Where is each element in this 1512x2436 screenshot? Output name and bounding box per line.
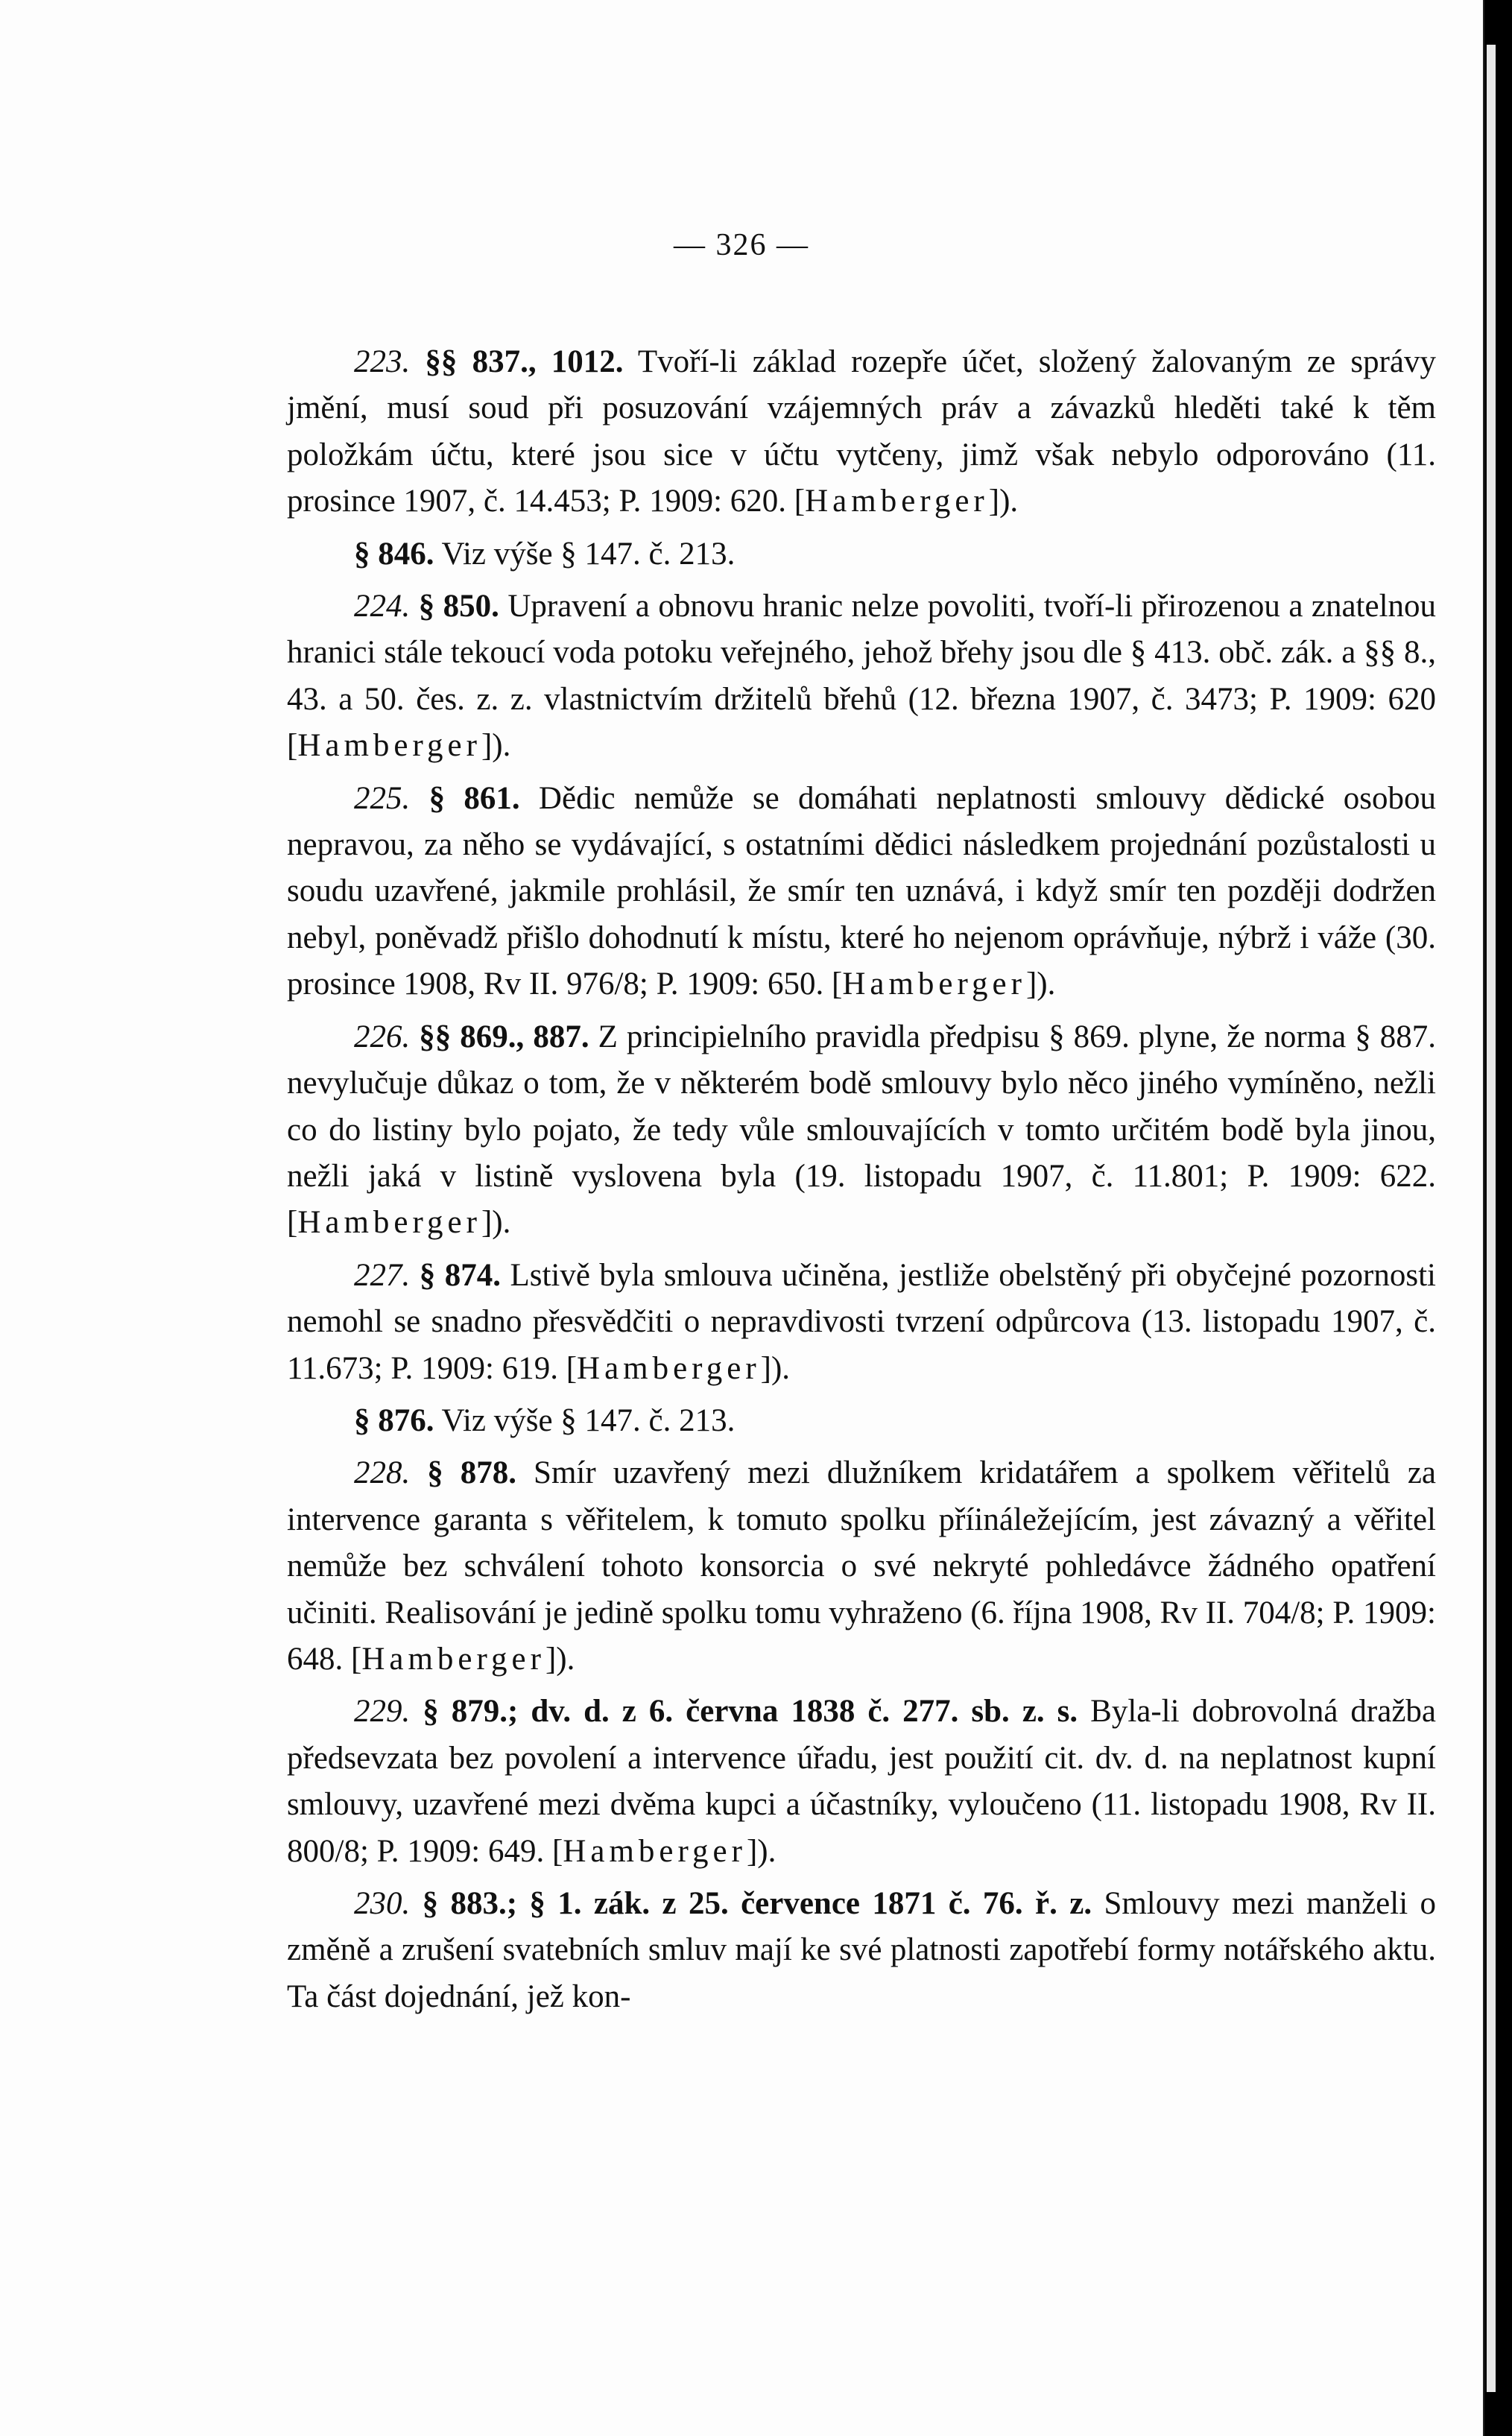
entry-reference: §§ 869., 887.	[419, 1019, 589, 1054]
entry-846	[287, 531, 1436, 578]
entry-reference: §§ 837., 1012.	[425, 344, 624, 379]
entry-tail: ]).	[746, 1833, 776, 1869]
entry-reference: § 878.	[427, 1455, 517, 1491]
entry-number: 223.	[354, 344, 411, 379]
entry-876	[287, 1398, 1436, 1444]
entry-text: Lstivě byla smlouva učiněna, jestliže obelstěný při obyčejné pozornosti nemohl se snadno přesvědčiti o nepravdivosti tvrzení odpůrcova (13. listopadu 1907, č. 11.673; P. 1909: 619. [	[287, 1257, 1437, 1386]
entry-tail: ]).	[760, 1350, 791, 1386]
entry-number: 227.	[354, 1257, 411, 1293]
page-edge	[1487, 45, 1496, 2392]
entry-reference: § 883.; § 1. zák. z 25. července 1871 č. 76. ř. z.	[422, 1886, 1092, 1921]
entry-number: 225.	[354, 780, 411, 816]
page-number: — 326 —	[674, 228, 809, 262]
entry-text: Viz výše § 147. č. 213.	[434, 1402, 736, 1438]
entry-tail: ]).	[481, 1205, 511, 1241]
entry-reference: § 861.	[428, 780, 520, 816]
entry-author: Hamberger	[805, 484, 989, 519]
entry-tail: ]).	[988, 484, 1019, 519]
entry-number: 230.	[354, 1886, 411, 1921]
entry-text: Upravení a obnovu hranic nelze povoliti, tvoří-li přirozenou a znatelnou hranici stále tekoucí voda potoku veřejného, jehož břehy jsou dle § 413. obč. zák. a §§ 8., 43. a 50. čes. z. z. vlastnictvím držitelů břehů (12. března 1907, č. 3473; P. 1909: 620 [	[287, 589, 1437, 764]
entry-224	[287, 583, 1436, 770]
entry-author: Hamberger	[577, 1350, 761, 1386]
entry-230	[287, 1881, 1436, 2020]
entry-text: Dědic nemůže se domáhati neplatnosti smlouvy dědické osobou nepravou, za něho se vydávající, s ostatními dědici následkem projednání pozůstalosti u soudu uzavřené, jakmile prohlásil, že smír ten uznává, i když smír ten později dodržen nebyl, poněvadž přišlo dohodnutí k místu, které ho nejenom oprávňuje, nýbrž i váže (30. prosince 1908, Rv II. 976/8; P. 1909: 650. [	[287, 780, 1437, 1002]
entry-number: 226.	[354, 1019, 411, 1054]
entry-225	[287, 776, 1436, 1008]
entry-227	[287, 1253, 1436, 1392]
entry-text: Smlouvy mezi manželi o změně a zrušení svatebních smluv mají ke své platnosti zapotřebí formy notářského aktu. Ta část dojednání, jež kon-	[287, 1886, 1436, 2014]
entry-author: Hamberger	[361, 1641, 545, 1677]
entry-author: Hamberger	[842, 967, 1026, 1002]
page-body	[287, 339, 1436, 2026]
entry-reference: § 846.	[354, 536, 434, 572]
entry-text: Tvoří-li základ rozepře účet, složený žalovaným ze správy jmění, musí soud při posuzování vzájemných práv a závazků hleděti také k těm položkám účtu, které jsou sice v účtu vytčeny, jimž však nebylo odporováno (11. prosince 1907, č. 14.453; P. 1909: 620. [	[287, 344, 1437, 519]
entry-author: Hamberger	[297, 728, 481, 764]
entry-reference: § 876.	[354, 1402, 434, 1438]
entry-reference: § 879.; dv. d. z 6. června 1838 č. 277. sb. z. s.	[423, 1694, 1078, 1730]
entry-number: 224.	[354, 589, 411, 624]
entry-reference: § 874.	[419, 1257, 501, 1293]
entry-author: Hamberger	[563, 1833, 747, 1869]
entry-text: Viz výše § 147. č. 213.	[434, 536, 736, 572]
entry-number: 228.	[354, 1455, 411, 1491]
entry-tail: ]).	[1025, 967, 1056, 1002]
entry-223	[287, 339, 1436, 525]
entry-tail: ]).	[545, 1641, 575, 1677]
entry-229	[287, 1689, 1436, 1875]
entry-226	[287, 1014, 1436, 1247]
entry-number: 229.	[354, 1694, 411, 1730]
entry-reference: § 850.	[418, 589, 499, 624]
entry-text: Byla-li dobrovolná dražba předsevzata bez povolení a intervence úřadu, jest použití cit. dv. d. na neplatnost kupní smlouvy, uzavřené mezi dvěma kupci a účastníky, vyloučeno (11. listopadu 1908, Rv II. 800/8; P. 1909: 649. [	[287, 1694, 1437, 1869]
entry-text: Smír uzavřený mezi dlužníkem kridatářem a spolkem věřitelů za intervence garanta s věřitelem, k tomuto spolku příináležejícím, jest závazný a věřitel nemůže bez schválení tohoto konsorcia o své nekryté pohledávce žádného opatření učiniti. Realisování je jedině spolku tomu vyhraženo (6. října 1908, Rv II. 704/8; P. 1909: 648. [	[287, 1455, 1436, 1677]
entry-author: Hamberger	[297, 1205, 481, 1241]
entry-228	[287, 1450, 1436, 1683]
entry-tail: ]).	[481, 728, 511, 764]
entry-text: Z principielního pravidla předpisu § 869. plyne, že norma § 887. nevylučuje důkaz o tom, že v některém bodě smlouvy bylo něco jiného vymíněno, nežli co do listiny bylo pojato, že tedy vůle smlouvajících v tomto určitém bodě byla jinou, nežli jaká v listině vyslovena byla (19. listopadu 1907, č. 11.801; P. 1909: 622. [	[287, 1019, 1437, 1241]
